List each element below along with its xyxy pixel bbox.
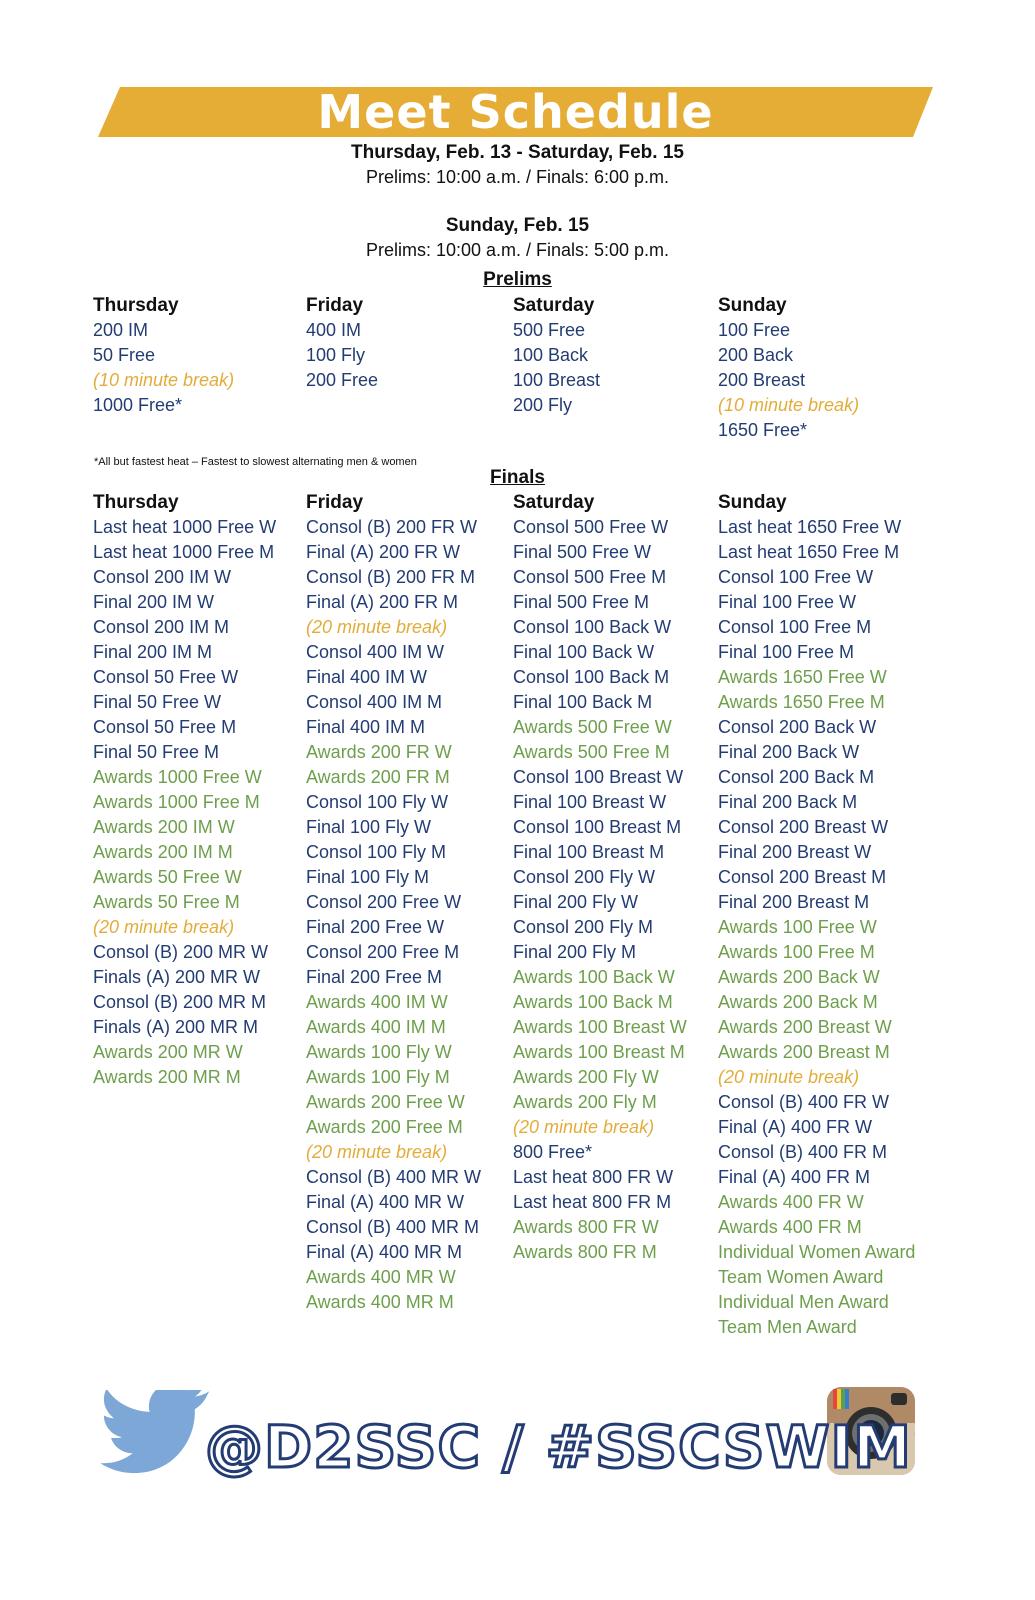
award-item: Awards 100 Fly W: [306, 1042, 452, 1062]
award-item: Awards 400 MR M: [306, 1292, 454, 1312]
event-item: Last heat 800 FR W: [513, 1167, 674, 1187]
event-item: Consol 50 Free M: [93, 717, 237, 737]
event-item: Consol 100 Fly W: [306, 792, 449, 812]
award-item: Awards 400 FR M: [718, 1217, 862, 1237]
event-item: Final 200 IM W: [93, 592, 215, 612]
event-item: Consol 200 Free W: [306, 892, 462, 912]
day-heading: Thursday: [93, 295, 179, 316]
award-item: Awards 200 Breast M: [718, 1042, 890, 1062]
event-item: Last heat 1650 Free W: [718, 517, 902, 537]
event-item: 800 Free*: [513, 1142, 593, 1162]
event-item: Consol (B) 400 FR W: [718, 1092, 890, 1112]
break-item: (20 minute break): [306, 617, 448, 637]
award-item: Individual Women Award: [718, 1242, 916, 1262]
day-heading: Saturday: [513, 492, 595, 513]
break-item: (10 minute break): [93, 370, 235, 390]
award-item: Awards 200 MR M: [93, 1067, 241, 1087]
event-item: Consol (B) 400 MR W: [306, 1167, 482, 1187]
event-item: Final 200 Back M: [718, 792, 858, 812]
event-item: Final 200 Breast M: [718, 892, 870, 912]
finals-title: Finals: [490, 467, 545, 488]
event-item: Last heat 800 FR M: [513, 1192, 672, 1212]
event-item: Final (A) 400 FR W: [718, 1117, 873, 1137]
twitter-bird-icon: [100, 1390, 210, 1480]
day-heading: Thursday: [93, 492, 179, 513]
event-item: Final 50 Free W: [93, 692, 222, 712]
event-item: Consol 200 Free M: [306, 942, 460, 962]
date-range-1: Thursday, Feb. 13 - Saturday, Feb. 15: [351, 142, 684, 163]
finals-column-friday: [306, 490, 521, 1315]
event-item: Consol 100 Fly M: [306, 842, 447, 862]
award-item: Awards 1650 Free W: [718, 667, 887, 687]
award-item: Awards 1000 Free W: [93, 767, 262, 787]
award-item: Awards 500 Free M: [513, 742, 670, 762]
event-item: 50 Free: [93, 345, 156, 365]
event-item: Final 400 IM W: [306, 667, 428, 687]
finals-column-saturday: [513, 490, 728, 1265]
award-item: Awards 100 Free W: [718, 917, 877, 937]
times-1: Prelims: 10:00 a.m. / Finals: 6:00 p.m.: [365, 167, 670, 187]
event-item: 200 Fly: [513, 395, 573, 415]
day-heading: Friday: [306, 492, 364, 513]
award-item: Awards 200 Free M: [306, 1117, 463, 1137]
event-item: Consol (B) 200 FR M: [306, 567, 476, 587]
event-item: Final (A) 400 MR M: [306, 1242, 463, 1262]
event-item: Consol 50 Free W: [93, 667, 239, 687]
award-item: Awards 800 FR W: [513, 1217, 659, 1237]
break-item: (20 minute break): [513, 1117, 655, 1137]
event-item: Final 100 Free M: [718, 642, 855, 662]
times-2: Prelims: 10:00 a.m. / Finals: 5:00 p.m.: [365, 240, 670, 260]
event-item: Consol (B) 200 MR W: [93, 942, 269, 962]
date-range-2: Sunday, Feb. 15: [445, 215, 590, 236]
event-item: 200 Breast: [718, 370, 806, 390]
break-item: (10 minute break): [718, 395, 860, 415]
event-item: Consol 200 Breast W: [718, 817, 889, 837]
award-item: Awards 200 Fly W: [513, 1067, 659, 1087]
event-item: Final 500 Free M: [513, 592, 650, 612]
event-item: 100 Breast: [513, 370, 601, 390]
event-item: 200 Back: [718, 345, 794, 365]
break-item: (20 minute break): [718, 1067, 860, 1087]
event-item: Final 200 Fly W: [513, 892, 639, 912]
award-item: Awards 200 Back M: [718, 992, 878, 1012]
event-item: Final 200 Free M: [306, 967, 443, 987]
event-item: 200 IM: [93, 320, 149, 340]
award-item: Awards 200 Fly M: [513, 1092, 657, 1112]
award-item: Awards 400 FR W: [718, 1192, 864, 1212]
award-item: Awards 800 FR M: [513, 1242, 657, 1262]
award-item: Awards 1000 Free M: [93, 792, 260, 812]
award-item: Awards 400 MR W: [306, 1267, 456, 1287]
event-item: 100 Free: [718, 320, 791, 340]
event-item: Consol 100 Free M: [718, 617, 872, 637]
event-item: Last heat 1000 Free W: [93, 517, 277, 537]
award-item: Awards 200 Back W: [718, 967, 880, 987]
event-item: Finals (A) 200 MR M: [93, 1017, 259, 1037]
event-item: Consol 400 IM W: [306, 642, 445, 662]
event-item: Final 400 IM M: [306, 717, 426, 737]
event-item: Final 100 Back W: [513, 642, 655, 662]
award-item: Awards 200 Breast W: [718, 1017, 892, 1037]
event-item: Last heat 1000 Free M: [93, 542, 275, 562]
day-heading: Friday: [306, 295, 364, 316]
award-item: Awards 200 MR W: [93, 1042, 243, 1062]
award-item: Awards 100 Back W: [513, 967, 675, 987]
award-item: Awards 100 Breast W: [513, 1017, 687, 1037]
prelims-column-thursday: [93, 293, 308, 418]
event-item: Final 200 Back W: [718, 742, 860, 762]
event-item: Consol 200 IM M: [93, 617, 230, 637]
finals-column-thursday: [93, 490, 308, 1090]
page-title: Meet Schedule: [317, 85, 714, 139]
award-item: Team Women Award: [718, 1267, 884, 1287]
event-item: Consol (B) 200 MR M: [93, 992, 267, 1012]
event-item: Consol (B) 400 MR M: [306, 1217, 480, 1237]
event-item: Final (A) 200 FR W: [306, 542, 461, 562]
event-item: 200 Free: [306, 370, 379, 390]
event-item: Consol 500 Free W: [513, 517, 669, 537]
award-item: Awards 200 FR M: [306, 767, 450, 787]
event-item: Consol 200 Back M: [718, 767, 875, 787]
event-item: Final 50 Free M: [93, 742, 220, 762]
award-item: Awards 100 Free M: [718, 942, 875, 962]
event-item: Final (A) 400 MR W: [306, 1192, 465, 1212]
event-item: Final 100 Breast M: [513, 842, 665, 862]
event-item: 400 IM: [306, 320, 362, 340]
title-banner: [98, 87, 933, 137]
event-item: Consol 200 Fly W: [513, 867, 656, 887]
event-item: Final 200 Fly M: [513, 942, 637, 962]
event-item: Final 100 Breast W: [513, 792, 667, 812]
event-item: Final 200 IM M: [93, 642, 213, 662]
award-item: Awards 100 Fly M: [306, 1067, 450, 1087]
event-item: Final 100 Fly W: [306, 817, 432, 837]
event-item: Consol 100 Breast W: [513, 767, 684, 787]
award-item: Awards 200 Free W: [306, 1092, 465, 1112]
day-heading: Sunday: [718, 492, 787, 513]
event-item: Consol 200 Fly M: [513, 917, 654, 937]
day-heading: Saturday: [513, 295, 595, 316]
award-item: Awards 200 FR W: [306, 742, 452, 762]
break-item: (20 minute break): [93, 917, 235, 937]
award-item: Awards 400 IM W: [306, 992, 448, 1012]
event-item: Finals (A) 200 MR W: [93, 967, 261, 987]
event-item: 500 Free: [513, 320, 586, 340]
event-item: Final 500 Free W: [513, 542, 652, 562]
event-item: Consol 200 IM W: [93, 567, 232, 587]
award-item: Awards 1650 Free M: [718, 692, 885, 712]
award-item: Awards 400 IM M: [306, 1017, 446, 1037]
prelims-footnote: *All but fastest heat – Fastest to slowest alternating men & women: [94, 456, 417, 468]
event-item: Consol 200 Breast M: [718, 867, 887, 887]
event-item: Final (A) 200 FR M: [306, 592, 459, 612]
event-item: Final 200 Free W: [306, 917, 445, 937]
event-item: 1650 Free*: [718, 420, 808, 440]
award-item: Awards 100 Breast M: [513, 1042, 685, 1062]
prelims-title: Prelims: [483, 269, 552, 290]
prelims-column-sunday: [718, 293, 933, 443]
social-handle-text: @D2SSC / #SSCSWIM: [205, 1413, 912, 1481]
event-item: Final 100 Back M: [513, 692, 653, 712]
event-item: Consol 100 Free W: [718, 567, 874, 587]
event-item: Consol 100 Breast M: [513, 817, 682, 837]
prelims-column-saturday: [513, 293, 728, 418]
event-item: Final 100 Fly M: [306, 867, 430, 887]
award-item: Awards 500 Free W: [513, 717, 672, 737]
award-item: Awards 50 Free M: [93, 892, 240, 912]
event-item: Final (A) 400 FR M: [718, 1167, 871, 1187]
event-item: Final 200 Breast W: [718, 842, 872, 862]
event-item: Consol 100 Back M: [513, 667, 670, 687]
prelims-column-friday: [306, 293, 521, 393]
award-item: Individual Men Award: [718, 1292, 889, 1312]
event-item: Last heat 1650 Free M: [718, 542, 900, 562]
event-item: Consol 200 Back W: [718, 717, 877, 737]
event-item: 1000 Free*: [93, 395, 183, 415]
event-item: 100 Back: [513, 345, 589, 365]
event-item: Consol 500 Free M: [513, 567, 667, 587]
event-item: Consol 400 IM M: [306, 692, 443, 712]
event-item: Consol (B) 400 FR M: [718, 1142, 888, 1162]
award-item: Team Men Award: [718, 1317, 857, 1337]
award-item: Awards 200 IM W: [93, 817, 235, 837]
award-item: Awards 50 Free W: [93, 867, 242, 887]
award-item: Awards 100 Back M: [513, 992, 673, 1012]
break-item: (20 minute break): [306, 1142, 448, 1162]
event-item: 100 Fly: [306, 345, 366, 365]
award-item: Awards 200 IM M: [93, 842, 233, 862]
event-item: Consol (B) 200 FR W: [306, 517, 478, 537]
event-item: Consol 100 Back W: [513, 617, 672, 637]
finals-column-sunday: [718, 490, 933, 1340]
event-item: Final 100 Free W: [718, 592, 857, 612]
day-heading: Sunday: [718, 295, 787, 316]
